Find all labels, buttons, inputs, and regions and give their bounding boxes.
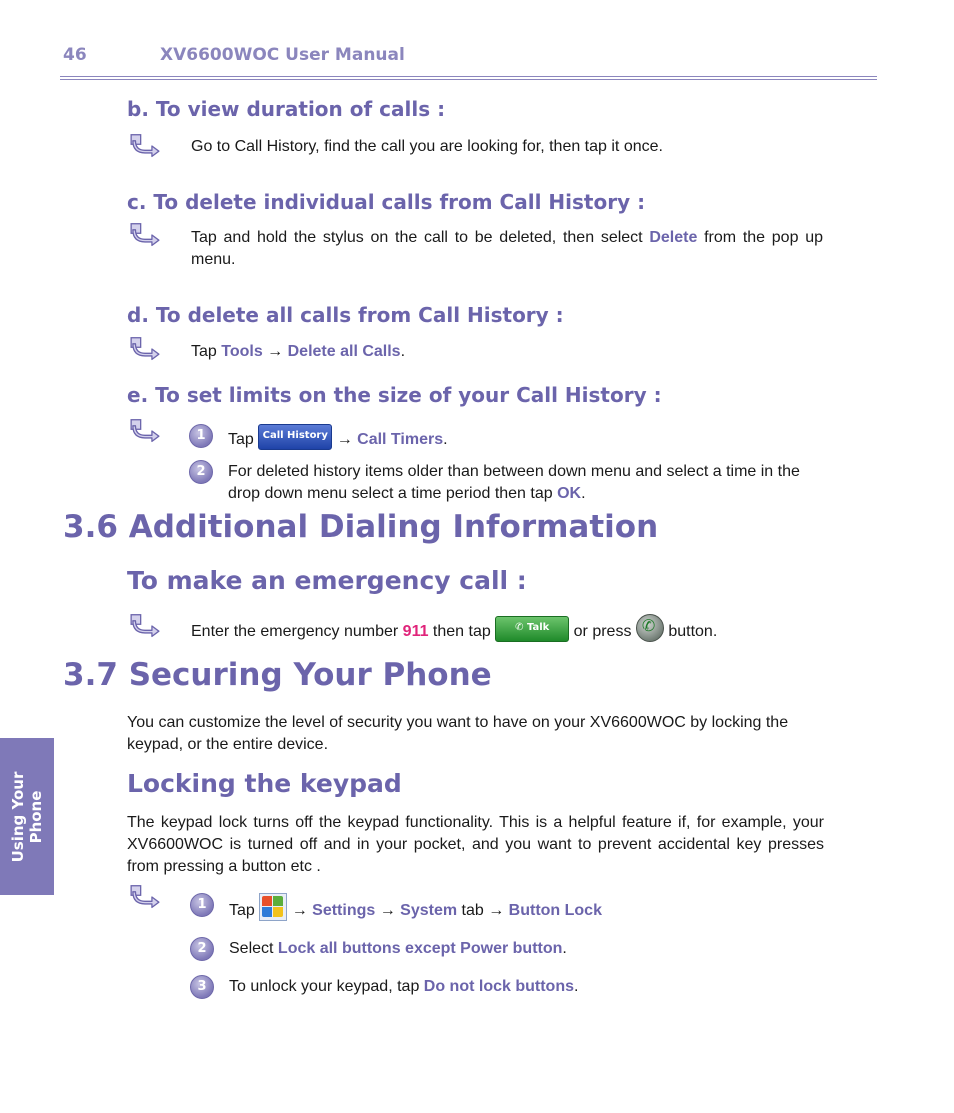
- delete-all-calls-highlight: Delete all Calls: [287, 343, 401, 360]
- call-history-button: Call History: [258, 424, 332, 450]
- button-lock-highlight: Button Lock: [508, 902, 602, 919]
- call-timers-highlight: Call Timers: [357, 431, 444, 448]
- section-c-text: Tap and hold the stylus on the call to be deleted, then select Delete from the pop up menu.: [191, 229, 824, 268]
- tools-highlight: Tools: [221, 343, 263, 360]
- section-b-text: Go to Call History, find the call you are looking for, then tap it once.: [191, 138, 663, 155]
- security-intro: You can customize the level of security you want to have on your XV6600WOC by locking the keypad, or the entire device.: [127, 714, 789, 753]
- section-e-title: e. To set limits on the size of your Call History :: [127, 383, 662, 407]
- emergency-call-text: Enter the emergency number 911 then tap ✆ Talk or press ✆ button.: [191, 621, 831, 643]
- emergency-number: 911: [402, 623, 429, 640]
- locking-keypad-subtitle: Locking the keypad: [127, 769, 402, 798]
- lock-step1: Tap → Settings → System tab → Button Lock: [229, 900, 829, 922]
- lock-step2: Select Lock all buttons except Power button.: [229, 940, 567, 957]
- header-rule: [60, 79, 877, 80]
- chapter-side-tab: [0, 738, 54, 895]
- start-menu-icon: [259, 893, 287, 921]
- lock-step3: To unlock your keypad, tap Do not lock buttons.: [229, 978, 579, 995]
- step-badge: 2: [189, 460, 213, 484]
- step-badge: 1: [190, 893, 214, 917]
- do-not-lock-highlight: Do not lock buttons: [423, 978, 574, 995]
- step-badge: 3: [190, 975, 214, 999]
- section-c-title: c. To delete individual calls from Call History :: [127, 190, 646, 214]
- delete-highlight: Delete: [649, 229, 698, 246]
- section-e-step2: For deleted history items older than between down menu and select a time in the drop down menu select a time period then tap OK.: [228, 463, 800, 502]
- side-tab-label: Using Your Phone: [9, 771, 45, 862]
- locking-keypad-desc: The keypad lock turns off the keypad functionality. This is a helpful feature if, for example, your XV6600WOC is turned off and in your pocket, and you want to prevent accidental key presses from pressing a button etc .: [127, 814, 824, 875]
- manual-title: XV6600WOC User Manual: [160, 45, 405, 65]
- section-d-title: d. To delete all calls from Call History :: [127, 303, 564, 327]
- section-b-title: b. To view duration of calls :: [127, 97, 446, 121]
- system-highlight: System: [400, 902, 458, 919]
- pointer-arrow-icon: [127, 133, 163, 159]
- pointer-arrow-icon: [127, 336, 163, 362]
- emergency-call-subtitle: To make an emergency call :: [127, 566, 527, 595]
- section-e-step1: Tap Call History → Call Timers.: [228, 429, 828, 451]
- header-rule: [60, 76, 877, 77]
- page-number: 46: [63, 45, 87, 65]
- settings-highlight: Settings: [312, 902, 376, 919]
- pointer-arrow-icon: [127, 418, 163, 444]
- pointer-arrow-icon: [127, 884, 163, 910]
- talk-button: ✆ Talk: [495, 616, 569, 642]
- pointer-arrow-icon: [127, 613, 163, 639]
- section-3-7-title: 3.7 Securing Your Phone: [63, 657, 492, 693]
- section-3-6-title: 3.6 Additional Dialing Information: [63, 509, 659, 545]
- ok-highlight: OK: [557, 485, 582, 502]
- step-badge: 2: [190, 937, 214, 961]
- section-d-text: Tap Tools → Delete all Calls.: [191, 343, 406, 360]
- lock-all-highlight: Lock all buttons except Power button: [277, 940, 563, 957]
- pointer-arrow-icon: [127, 222, 163, 248]
- step-badge: 1: [189, 424, 213, 448]
- phone-button-icon: [636, 614, 664, 642]
